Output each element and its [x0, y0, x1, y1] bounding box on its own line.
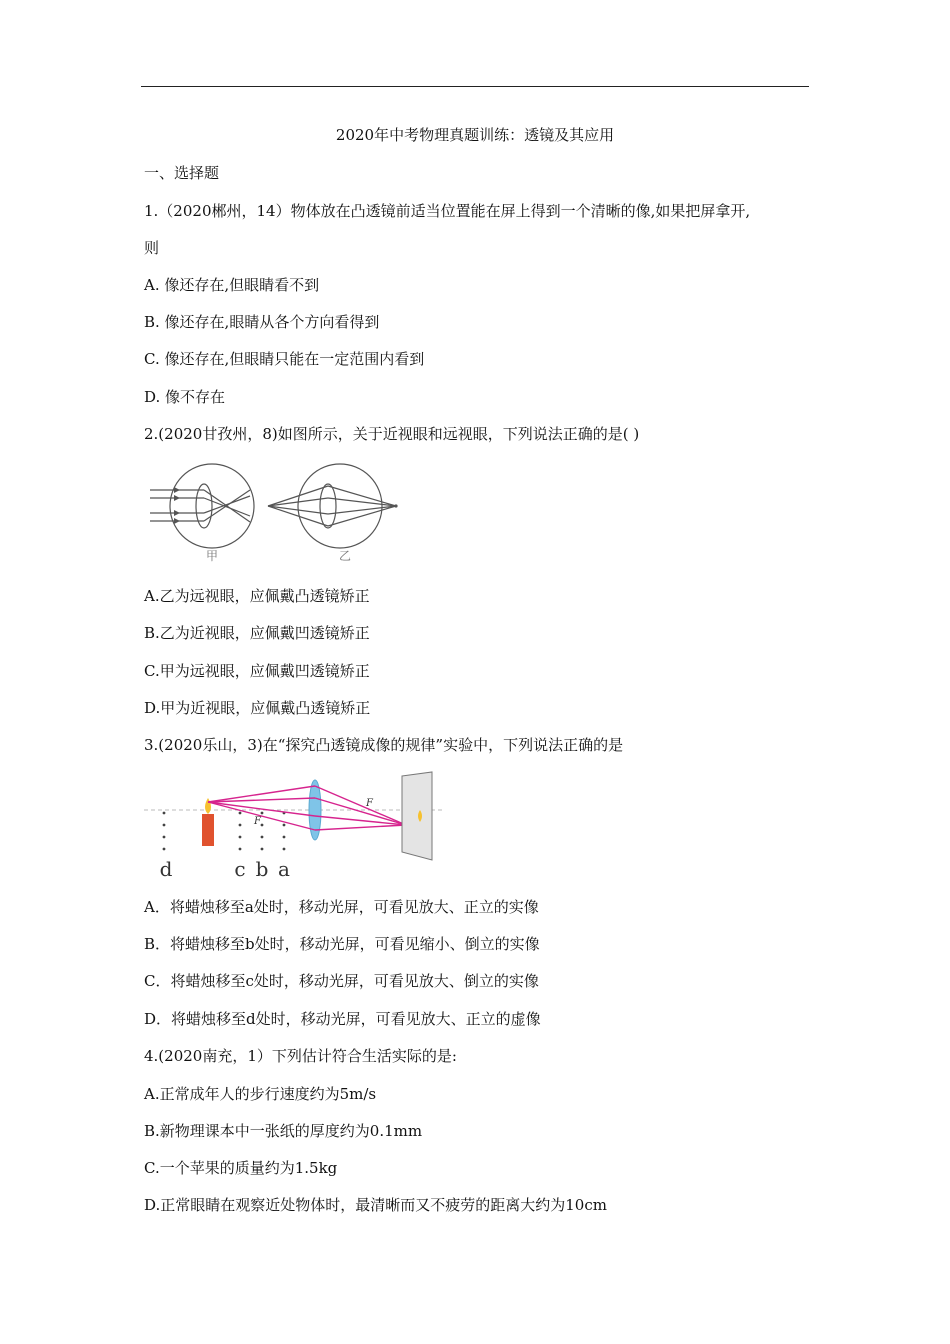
- section-heading: 一、选择题: [144, 164, 220, 182]
- q2-option-b: B.乙为近视眼，应佩戴凹透镜矫正: [144, 624, 370, 642]
- point-label-a: a: [278, 857, 290, 880]
- header-rule: [141, 86, 809, 87]
- page-title: 2020年中考物理真题训练：透镜及其应用: [335, 126, 615, 144]
- eye-label-yi: 乙: [338, 549, 352, 563]
- point-label-b: b: [255, 857, 269, 880]
- q3-option-b: B．将蜡烛移至b处时，移动光屏，可看见缩小、倒立的实像: [144, 935, 540, 953]
- q4-option-d: D.正常眼睛在观察近处物体时，最清晰而又不疲劳的距离大约为10cm: [144, 1196, 607, 1214]
- q4-option-a: A.正常成年人的步行速度约为5m/s: [144, 1085, 377, 1103]
- q1-stem-line1: 1.（2020郴州，14）物体放在凸透镜前适当位置能在屏上得到一个清晰的像,如果把屏拿开,: [144, 202, 751, 220]
- q4-option-b: B.新物理课本中一张纸的厚度约为0.1mm: [144, 1122, 423, 1140]
- q1-option-b: B. 像还存在,眼睛从各个方向看得到: [144, 313, 380, 331]
- focus-label-left: F: [254, 816, 261, 827]
- q4-option-c: C.一个苹果的质量约为1.5kg: [144, 1159, 338, 1177]
- q2-option-c: C.甲为远视眼，应佩戴凹透镜矫正: [144, 662, 370, 680]
- q1-stem-line2: 则: [144, 239, 160, 257]
- lens-experiment-diagram: [144, 768, 444, 880]
- q3-option-a: A．将蜡烛移至a处时，移动光屏，可看见放大、正立的实像: [144, 898, 539, 916]
- eye-diagram: [144, 458, 414, 570]
- q3-stem: 3.(2020乐山，3)在“探究凸透镜成像的规律”实验中，下列说法正确的是: [144, 736, 624, 754]
- q4-stem: 4.(2020南充，1）下列估计符合生活实际的是:: [144, 1047, 457, 1065]
- q3-option-c: C．将蜡烛移至c处时，移动光屏，可看见放大、倒立的实像: [144, 972, 539, 990]
- q1-option-a: A. 像还存在,但眼睛看不到: [144, 276, 320, 294]
- point-label-c: c: [234, 857, 246, 880]
- point-label-d: d: [159, 857, 173, 880]
- q2-option-d: D.甲为近视眼，应佩戴凸透镜矫正: [144, 699, 371, 717]
- q1-option-d: D. 像不存在: [144, 388, 226, 406]
- q2-stem: 2.(2020甘孜州，8)如图所示，关于近视眼和远视眼，下列说法正确的是( ): [144, 425, 640, 443]
- focus-label-right: F: [366, 798, 373, 809]
- q3-option-d: D．将蜡烛移至d处时，移动光屏，可看见放大、正立的虚像: [144, 1010, 541, 1028]
- q2-option-a: A.乙为远视眼，应佩戴凸透镜矫正: [144, 587, 370, 605]
- q1-option-c: C. 像还存在,但眼睛只能在一定范围内看到: [144, 350, 425, 368]
- eye-label-jia: 甲: [205, 549, 219, 563]
